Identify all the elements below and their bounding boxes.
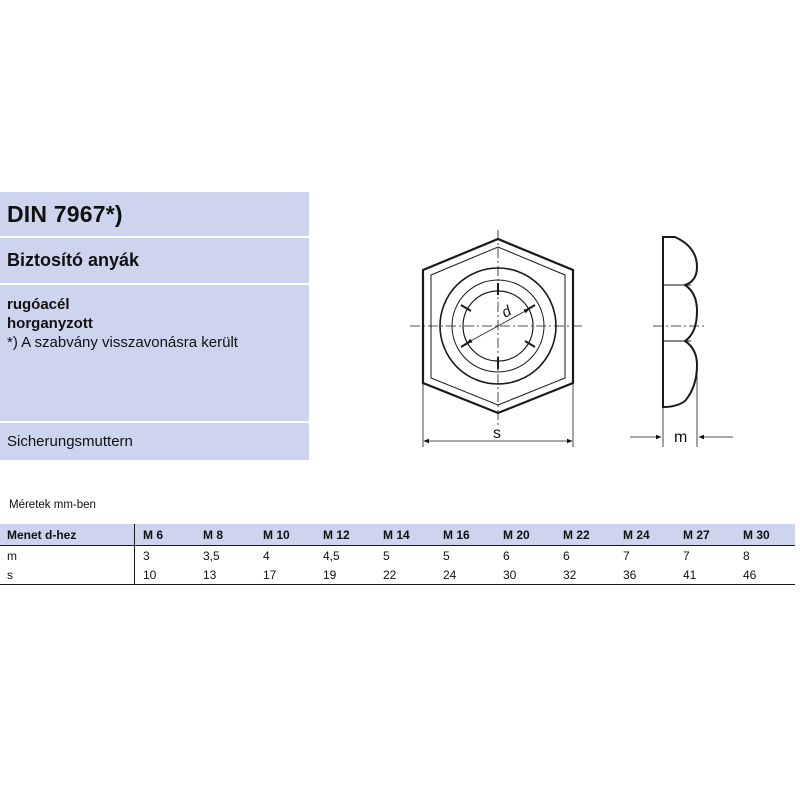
table-cell: 5 [443,548,450,563]
table-cell: 6 [563,548,570,563]
col-header: M 30 [735,524,795,546]
product-subtitle: Biztosító anyák [7,250,140,270]
table-cell: 5 [383,548,390,563]
col-header: M 16 [435,524,495,546]
table-cell: 17 [255,565,315,585]
withdrawn-note: *) A szabvány visszavonásra került [7,334,238,351]
table-row [0,565,795,585]
dimensions-table [0,524,795,585]
table-cell: 13 [195,565,255,585]
row-label: m [0,546,135,566]
table-cell: 7 [623,548,630,563]
col-header: M 20 [495,524,555,546]
table-cell: 22 [375,565,435,585]
col-header: M 14 [375,524,435,546]
german-name-panel [0,423,309,460]
col-header: M 6 [135,524,196,546]
col-header: M 22 [555,524,615,546]
table-cell: 6 [503,548,510,563]
units-note: Méretek mm-ben [9,499,96,511]
standard-title: DIN 7967*) [7,201,123,227]
col-header: M 12 [315,524,375,546]
table-cell: 8 [743,548,750,563]
table-row [0,546,795,566]
table-cell: 3,5 [203,548,220,563]
table-cell: 24 [435,565,495,585]
table-cell: 7 [683,548,690,563]
dimensions-table-wrap [0,524,800,585]
row-label: s [0,565,135,585]
col-header: M 24 [615,524,675,546]
title-panel [0,192,309,236]
subtitle-panel [0,238,309,283]
label-m: m [674,429,688,446]
table-cell: 41 [675,565,735,585]
label-d: d [498,302,515,322]
front-view [410,230,585,447]
label-s: s [493,425,501,442]
table-cell: 46 [735,565,795,585]
table-header-row [0,524,795,546]
technical-drawing [395,215,755,460]
table-cell: 10 [135,565,196,585]
material-line-1: rugóacél [7,296,70,313]
col-header: M 10 [255,524,315,546]
table-cell: 30 [495,565,555,585]
table-cell: 19 [315,565,375,585]
row-header-label: Menet d-hez [0,524,135,546]
table-cell: 32 [555,565,615,585]
table-cell: 4 [263,548,270,563]
german-name: Sicherungsmuttern [7,433,133,450]
side-view [630,237,733,447]
table-cell: 3 [143,548,150,563]
col-header: M 8 [195,524,255,546]
table-cell: 36 [615,565,675,585]
table-cell: 4,5 [323,548,340,563]
material-panel [0,285,309,421]
col-header: M 27 [675,524,735,546]
material-line-2: horganyzott [7,315,93,332]
